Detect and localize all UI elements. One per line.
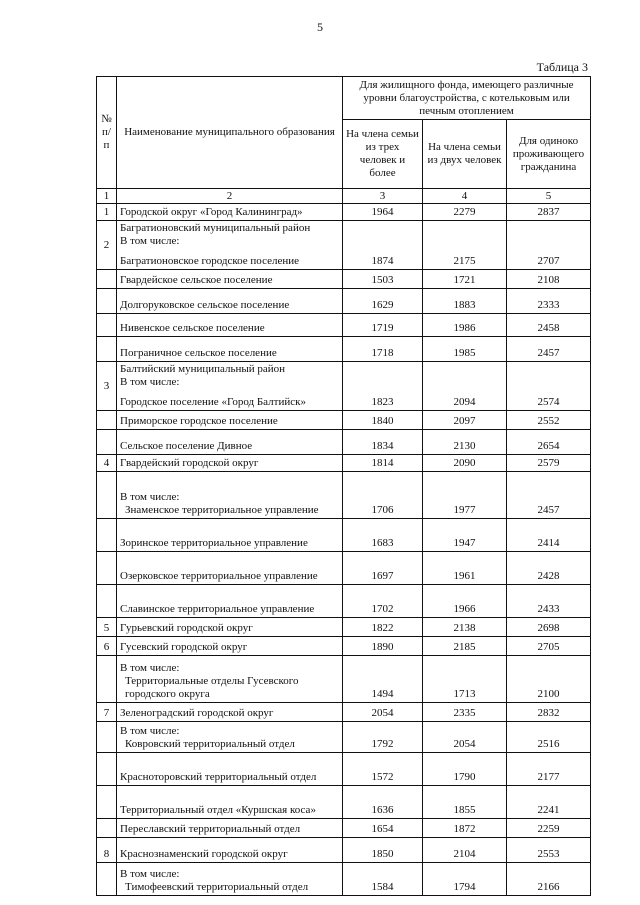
table-row	[97, 552, 591, 585]
row-name: Гусевский городской округ	[120, 641, 248, 653]
column-index-row	[97, 189, 591, 204]
row-number: 7	[97, 703, 117, 722]
row-name-cell	[117, 552, 343, 585]
row-number: 2	[97, 221, 117, 254]
table-row	[97, 270, 591, 289]
row-subtext: Территориальные отделы Гусевского городского округа	[125, 675, 299, 700]
row-name-cell	[117, 472, 343, 519]
row-name-cell	[117, 289, 343, 314]
table-row	[97, 289, 591, 314]
row-name: Пограничное сельское поселение	[120, 347, 277, 359]
row-name: В том числе:	[120, 725, 180, 737]
row-subtext: В том числе:	[120, 376, 180, 388]
value-v4: 2185	[423, 637, 507, 656]
value-v3: 1503	[343, 270, 423, 289]
value-v5: 2414	[507, 519, 591, 552]
value-v4: 1977	[423, 472, 507, 519]
value-v3: 2054	[343, 703, 423, 722]
value-v5: 2553	[507, 838, 591, 863]
page-number: 5	[317, 20, 323, 34]
row-number	[97, 337, 117, 362]
header-col5: Для одиноко проживающего гражданина	[507, 120, 591, 189]
value-v3: 1494	[343, 656, 423, 703]
value-v3: 1584	[343, 863, 423, 896]
value-v5: 2241	[507, 786, 591, 819]
table-row	[97, 838, 591, 863]
value-v4: 1883	[423, 289, 507, 314]
table-row	[97, 722, 591, 753]
row-name-cell	[117, 753, 343, 786]
row-number	[97, 394, 117, 411]
row-subtext: Знаменское территориальное управление	[125, 504, 319, 516]
row-name: Приморское городское поселение	[120, 415, 278, 427]
row-number	[97, 411, 117, 430]
row-name: Городской округ «Город Калининград»	[120, 206, 303, 218]
value-v5: 2433	[507, 585, 591, 618]
value-v4: 2054	[423, 722, 507, 753]
value-v5: 2705	[507, 637, 591, 656]
row-number	[97, 253, 117, 270]
value-v3	[343, 362, 423, 395]
value-v5: 2428	[507, 552, 591, 585]
value-v3: 1874	[343, 253, 423, 270]
value-v5	[507, 221, 591, 254]
value-v3: 1822	[343, 618, 423, 637]
row-name: В том числе:	[120, 662, 180, 674]
row-name: Гвардейский городской округ	[120, 457, 259, 469]
table-row	[97, 753, 591, 786]
row-name-cell	[117, 455, 343, 472]
row-name: Красноторовский территориальный отдел	[120, 771, 317, 783]
row-number	[97, 519, 117, 552]
row-number	[97, 270, 117, 289]
value-v3: 1814	[343, 455, 423, 472]
value-v5: 2832	[507, 703, 591, 722]
value-v4: 2279	[423, 204, 507, 221]
header-num: № п/п	[97, 77, 117, 189]
row-name-cell	[117, 221, 343, 254]
value-v4: 2094	[423, 394, 507, 411]
row-name-cell	[117, 337, 343, 362]
row-number	[97, 786, 117, 819]
table-row	[97, 411, 591, 430]
row-number	[97, 819, 117, 838]
row-name-cell	[117, 430, 343, 455]
column-index: 5	[507, 189, 591, 204]
value-v3: 1706	[343, 472, 423, 519]
table-row	[97, 394, 591, 411]
row-name: Гвардейское сельское поселение	[120, 274, 273, 286]
row-number	[97, 753, 117, 786]
row-name-cell	[117, 838, 343, 863]
row-number	[97, 552, 117, 585]
row-number	[97, 289, 117, 314]
table-row	[97, 204, 591, 221]
row-name: Озерковское территориальное управление	[120, 570, 318, 582]
value-v3: 1697	[343, 552, 423, 585]
header-col4: На члена семьи из двух человек	[423, 120, 507, 189]
row-name-cell	[117, 394, 343, 411]
value-v4: 1872	[423, 819, 507, 838]
row-name-cell	[117, 656, 343, 703]
value-v5: 2698	[507, 618, 591, 637]
table-row	[97, 221, 591, 254]
row-number: 4	[97, 455, 117, 472]
row-name: Переславский территориальный отдел	[120, 823, 301, 835]
value-v4	[423, 362, 507, 395]
value-v3: 1964	[343, 204, 423, 221]
value-v5: 2259	[507, 819, 591, 838]
value-v4: 1790	[423, 753, 507, 786]
row-name-cell	[117, 362, 343, 395]
value-v4: 1947	[423, 519, 507, 552]
header-row-1	[97, 77, 591, 120]
value-v5: 2516	[507, 722, 591, 753]
value-v5: 2457	[507, 472, 591, 519]
row-name-cell	[117, 703, 343, 722]
value-v4: 2175	[423, 253, 507, 270]
row-name: Городское поселение «Город Балтийск»	[120, 396, 306, 408]
row-number	[97, 430, 117, 455]
value-v3: 1890	[343, 637, 423, 656]
row-subtext: Тимофеевский территориальный отдел	[125, 881, 309, 893]
value-v5: 2166	[507, 863, 591, 896]
table-row	[97, 314, 591, 337]
row-name-cell	[117, 863, 343, 896]
row-name: Славинское территориальное управление	[120, 603, 315, 615]
value-v5: 2579	[507, 455, 591, 472]
row-name: В том числе:	[120, 491, 180, 503]
value-v3: 1702	[343, 585, 423, 618]
row-name: В том числе:	[120, 868, 180, 880]
table-row	[97, 519, 591, 552]
value-v4: 2335	[423, 703, 507, 722]
row-number	[97, 472, 117, 519]
value-v5: 2837	[507, 204, 591, 221]
value-v4: 1855	[423, 786, 507, 819]
row-name: Зеленоградский городской округ	[120, 707, 274, 719]
row-subtext: Ковровский территориальный отдел	[125, 738, 295, 750]
value-v4: 1961	[423, 552, 507, 585]
row-name: Балтийский муниципальный район	[120, 363, 286, 375]
row-number: 6	[97, 637, 117, 656]
value-v5: 2108	[507, 270, 591, 289]
value-v3: 1850	[343, 838, 423, 863]
value-v4: 1966	[423, 585, 507, 618]
row-name-cell	[117, 585, 343, 618]
header-col3: На члена семьи из трех человек и более	[343, 120, 423, 189]
column-index: 2	[117, 189, 343, 204]
column-index: 1	[97, 189, 117, 204]
row-name-cell	[117, 819, 343, 838]
row-name-cell	[117, 270, 343, 289]
table-caption: Таблица 3	[536, 60, 588, 74]
value-v4: 2130	[423, 430, 507, 455]
row-name: Сельское поселение Дивное	[120, 440, 253, 452]
table-body	[97, 204, 591, 896]
value-v5: 2457	[507, 337, 591, 362]
row-name-cell	[117, 314, 343, 337]
row-number: 8	[97, 838, 117, 863]
row-name-cell	[117, 786, 343, 819]
row-number	[97, 585, 117, 618]
value-v5: 2654	[507, 430, 591, 455]
data-table	[96, 76, 591, 896]
value-v3: 1834	[343, 430, 423, 455]
row-number	[97, 722, 117, 753]
table-row	[97, 786, 591, 819]
header-name: Наименование муниципального образования	[117, 77, 343, 189]
header-group: Для жилищного фонда, имеющего различные уровни благоустройства, с котельковым или печным отоплением	[343, 77, 591, 120]
table-row	[97, 430, 591, 455]
table-row	[97, 585, 591, 618]
table-row	[97, 656, 591, 703]
value-v5	[507, 362, 591, 395]
value-v3: 1840	[343, 411, 423, 430]
row-name: Багратионовский муниципальный район	[120, 222, 311, 234]
column-index: 3	[343, 189, 423, 204]
value-v5: 2333	[507, 289, 591, 314]
value-v4: 2090	[423, 455, 507, 472]
row-name: Зоринское территориальное управление	[120, 537, 308, 549]
row-name-cell	[117, 637, 343, 656]
value-v5: 2552	[507, 411, 591, 430]
value-v4: 1713	[423, 656, 507, 703]
row-name: Гурьевский городской округ	[120, 622, 253, 634]
row-number: 3	[97, 362, 117, 395]
value-v4: 1794	[423, 863, 507, 896]
value-v5: 2177	[507, 753, 591, 786]
table-row	[97, 637, 591, 656]
value-v4: 2104	[423, 838, 507, 863]
row-number	[97, 314, 117, 337]
value-v4: 1986	[423, 314, 507, 337]
value-v5: 2707	[507, 253, 591, 270]
value-v3: 1719	[343, 314, 423, 337]
value-v3: 1636	[343, 786, 423, 819]
row-name-cell	[117, 722, 343, 753]
row-number	[97, 863, 117, 896]
value-v3	[343, 221, 423, 254]
table-row	[97, 819, 591, 838]
row-name-cell	[117, 519, 343, 552]
value-v3: 1823	[343, 394, 423, 411]
table-row	[97, 455, 591, 472]
row-number: 5	[97, 618, 117, 637]
table-row	[97, 618, 591, 637]
column-index: 4	[423, 189, 507, 204]
row-name: Багратионовское городское поселение	[120, 255, 299, 267]
table-row	[97, 253, 591, 270]
value-v4: 2138	[423, 618, 507, 637]
value-v3: 1718	[343, 337, 423, 362]
value-v3: 1572	[343, 753, 423, 786]
value-v5: 2458	[507, 314, 591, 337]
row-name-cell	[117, 204, 343, 221]
value-v4: 2097	[423, 411, 507, 430]
table-row	[97, 337, 591, 362]
value-v3: 1683	[343, 519, 423, 552]
table-row	[97, 362, 591, 395]
value-v5: 2100	[507, 656, 591, 703]
row-name-cell	[117, 253, 343, 270]
row-name: Долгоруковское сельское поселение	[120, 299, 290, 311]
table-row	[97, 703, 591, 722]
row-number	[97, 656, 117, 703]
row-subtext: В том числе:	[120, 235, 180, 247]
row-name: Краснознаменский городской округ	[120, 848, 288, 860]
value-v4	[423, 221, 507, 254]
value-v3: 1654	[343, 819, 423, 838]
row-name-cell	[117, 411, 343, 430]
row-name: Нивенское сельское поселение	[120, 322, 265, 334]
row-number: 1	[97, 204, 117, 221]
value-v4: 1985	[423, 337, 507, 362]
value-v3: 1792	[343, 722, 423, 753]
value-v4: 1721	[423, 270, 507, 289]
table-row	[97, 472, 591, 519]
row-name-cell	[117, 618, 343, 637]
table-row	[97, 863, 591, 896]
row-name: Территориальный отдел «Куршская коса»	[120, 804, 316, 816]
value-v5: 2574	[507, 394, 591, 411]
value-v3: 1629	[343, 289, 423, 314]
